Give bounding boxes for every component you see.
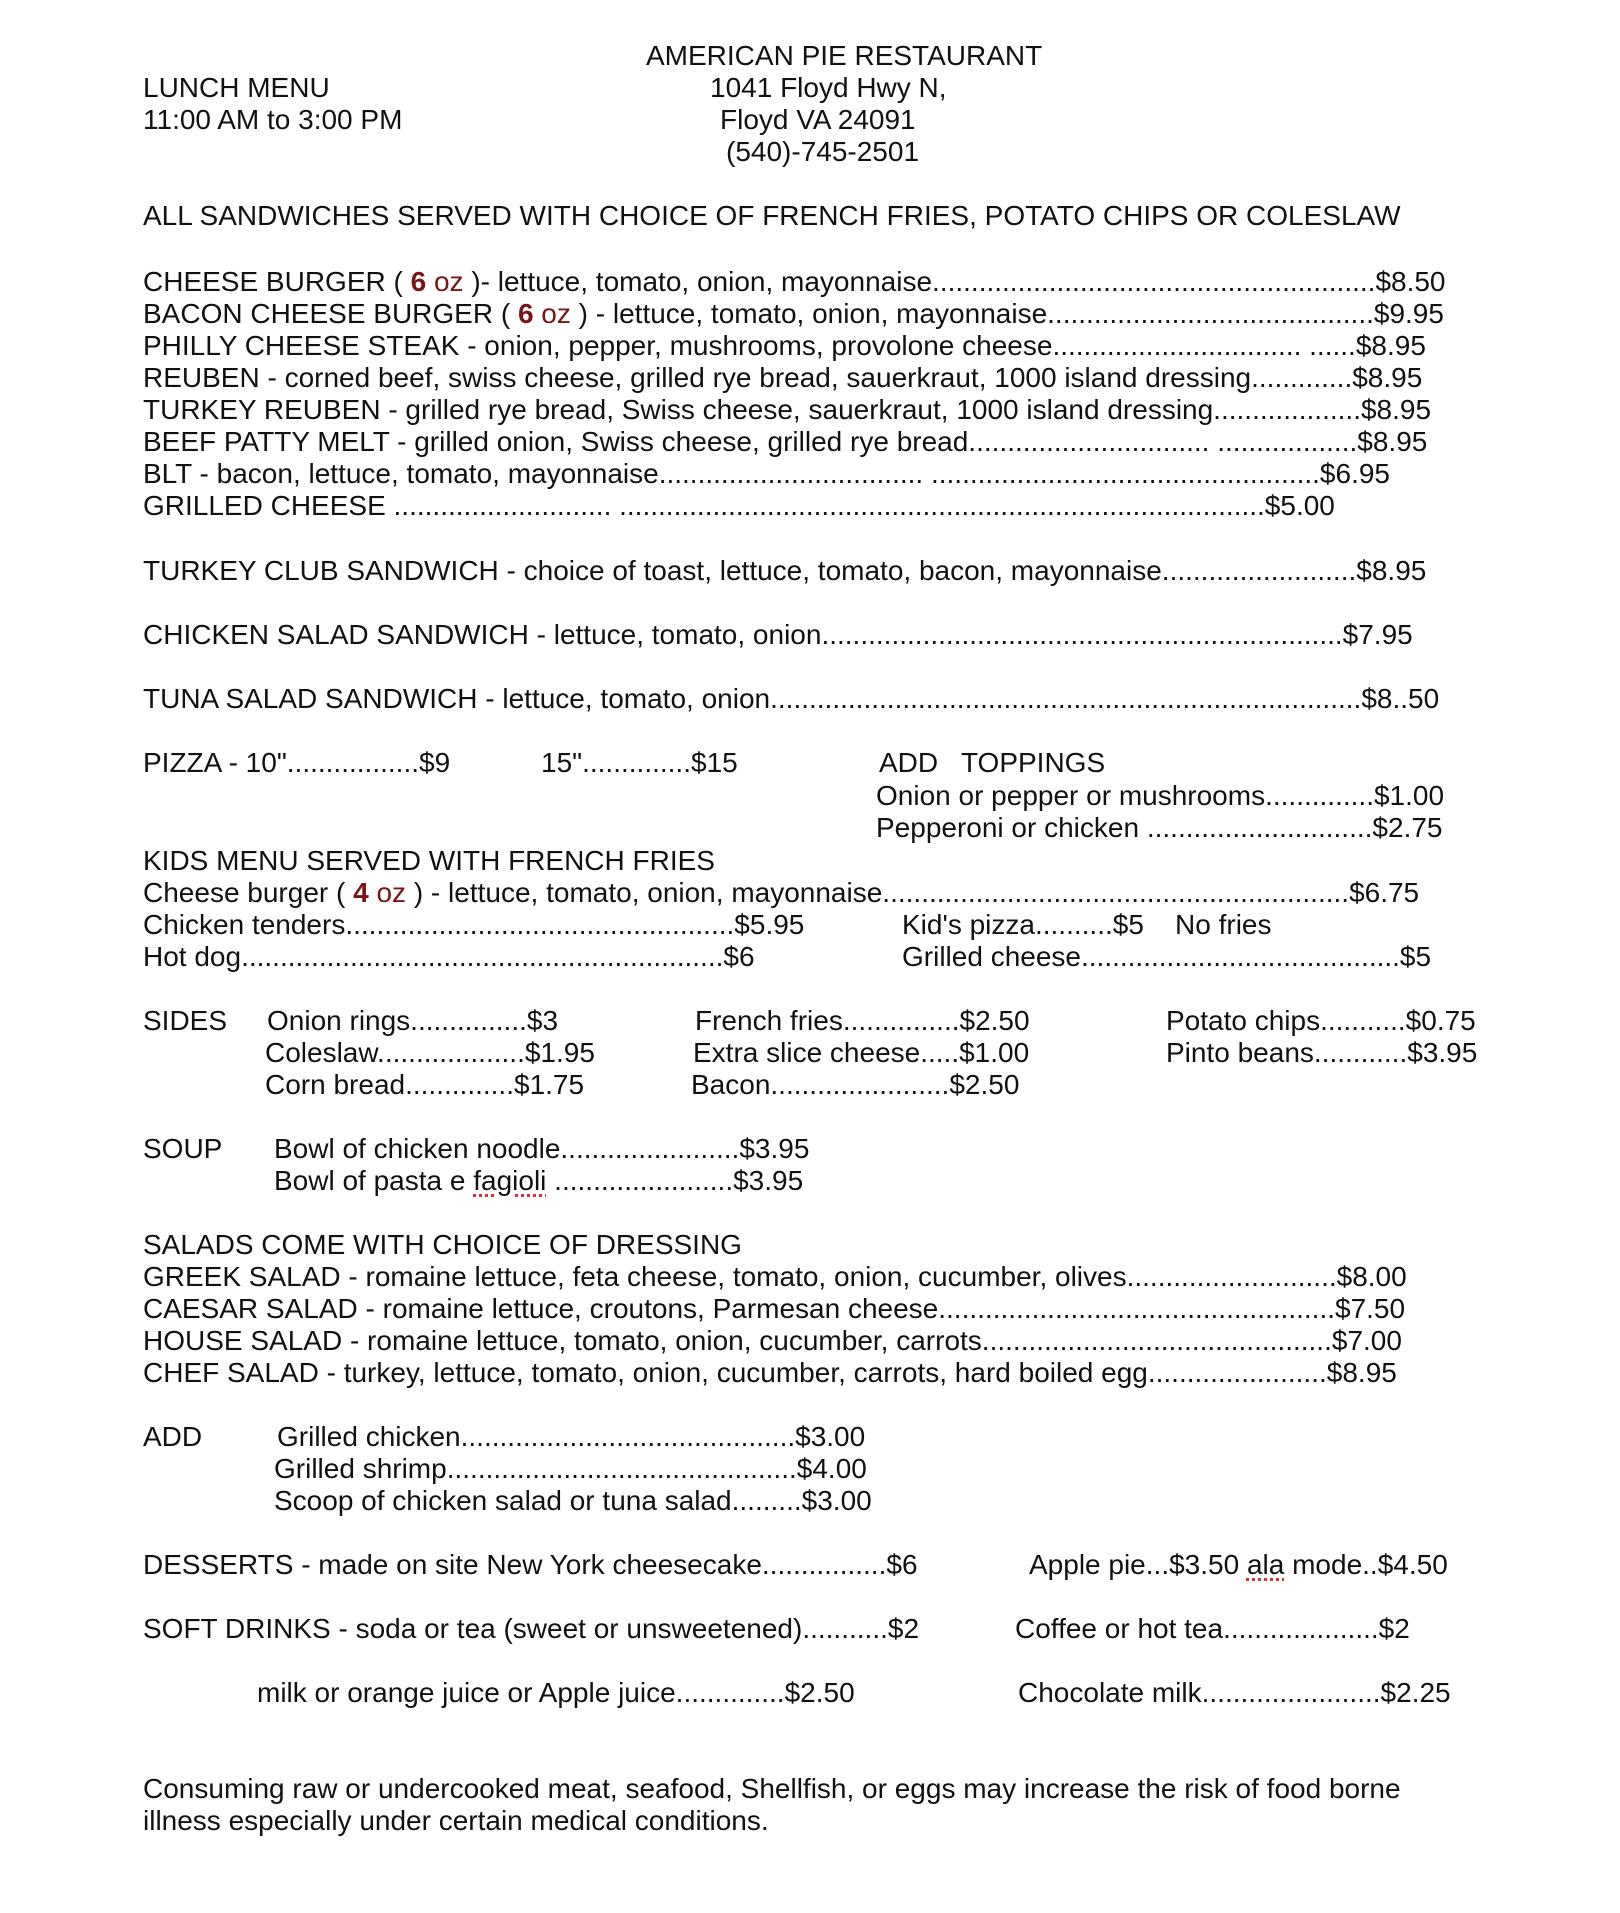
kids-chicken-tenders: Chicken tenders..................................................$5.95	[143, 909, 805, 940]
menu-title: LUNCH MENU	[143, 72, 330, 103]
menu-item-cheese-burger: CHEESE BURGER ( 6 oz )- lettuce, tomato, onion, mayonnaise.........................................................$8.50	[143, 266, 1446, 297]
restaurant-name: AMERICAN PIE RESTAURANT	[646, 40, 1043, 71]
side-coleslaw: Coleslaw...................$1.95	[265, 1037, 595, 1068]
topping-onion-pepper-mushrooms: Onion or pepper or mushrooms..............$1.00	[876, 780, 1445, 811]
kids-cheese-burger: Cheese burger ( 4 oz ) - lettuce, tomato, onion, mayonnaise............................................................$6.75	[143, 877, 1420, 908]
add-scoop-salad: Scoop of chicken salad or tuna salad.........$3.00	[274, 1485, 872, 1516]
menu-item-grilled-cheese: GRILLED CHEESE ............................ ...................................................................................$5.00	[143, 490, 1335, 521]
disclaimer-line2: illness especially under certain medical conditions.	[143, 1805, 769, 1836]
add-label: ADD	[143, 1421, 203, 1452]
side-onion-rings: Onion rings...............$3	[267, 1005, 559, 1036]
pizza-15-inch: 15"..............$15	[541, 747, 738, 778]
menu-item-chicken-salad-sandwich: CHICKEN SALAD SANDWICH - lettuce, tomato, onion...................................................................$7.95	[143, 619, 1413, 650]
sides-label: SIDES	[143, 1005, 228, 1036]
menu-item-tuna-salad-sandwich: TUNA SALAD SANDWICH - lettuce, tomato, onion............................................................................$8..50	[143, 683, 1440, 714]
soup-label: SOUP	[143, 1133, 223, 1164]
kids-hot-dog: Hot dog..............................................................$6	[143, 941, 755, 972]
side-corn-bread: Corn bread..............$1.75	[265, 1069, 585, 1100]
salad-greek: GREEK SALAD - romaine lettuce, feta cheese, tomato, onion, cucumber, olives...........................$8.00	[143, 1261, 1407, 1292]
menu-item-bacon-cheese-burger: BACON CHEESE BURGER ( 6 oz ) - lettuce, tomato, onion, mayonnaise..........................................$9.95	[143, 298, 1444, 329]
toppings-header: ADD TOPPINGS	[879, 747, 1106, 778]
address-line2: Floyd VA 24091	[720, 104, 916, 135]
sandwich-note: ALL SANDWICHES SERVED WITH CHOICE OF FRENCH FRIES, POTATO CHIPS OR COLESLAW	[143, 200, 1401, 231]
kids-pizza: Kid's pizza..........$5 No fries	[902, 909, 1272, 940]
kids-grilled-cheese: Grilled cheese.........................................$5	[902, 941, 1432, 972]
drink-milk-juice: milk or orange juice or Apple juice..............$2.50	[257, 1677, 855, 1708]
menu-item-reuben: REUBEN - corned beef, swiss cheese, grilled rye bread, sauerkraut, 1000 island dressing.............$8.95	[143, 362, 1423, 393]
soup-pasta-e-fagioli: Bowl of pasta e fagioli .......................$3.95	[274, 1165, 804, 1196]
dessert-cheesecake: DESSERTS - made on site New York cheesecake................$6	[143, 1549, 918, 1580]
soup-chicken-noodle: Bowl of chicken noodle.......................$3.95	[274, 1133, 810, 1164]
menu-hours: 11:00 AM to 3:00 PM	[143, 104, 403, 135]
phone-number: (540)-745-2501	[726, 136, 920, 167]
side-pinto-beans: Pinto beans............$3.95	[1166, 1037, 1478, 1068]
add-grilled-shrimp: Grilled shrimp.............................................$4.00	[274, 1453, 867, 1484]
menu-item-turkey-reuben: TURKEY REUBEN - grilled rye bread, Swiss cheese, sauerkraut, 1000 island dressing...................$8.95	[143, 394, 1432, 425]
address-line1: 1041 Floyd Hwy N,	[710, 72, 947, 103]
salad-house: HOUSE SALAD - romaine lettuce, tomato, onion, cucumber, carrots.............................................$7.00	[143, 1325, 1402, 1356]
menu-item-philly-cheese-steak: PHILLY CHEESE STEAK - onion, pepper, mushrooms, provolone cheese................................ ......$8.95	[143, 330, 1426, 361]
disclaimer-line1: Consuming raw or undercooked meat, seafood, Shellfish, or eggs may increase the risk of food borne	[143, 1773, 1401, 1804]
add-grilled-chicken: Grilled chicken...........................................$3.00	[277, 1421, 866, 1452]
drink-soft-drinks: SOFT DRINKS - soda or tea (sweet or unsweetened)...........$2	[143, 1613, 920, 1644]
menu-item-turkey-club: TURKEY CLUB SANDWICH - choice of toast, lettuce, tomato, bacon, mayonnaise.........................$8.95	[143, 555, 1427, 586]
menu-item-beef-patty-melt: BEEF PATTY MELT - grilled onion, Swiss cheese, grilled rye bread............................... ..................$8.95	[143, 426, 1428, 457]
side-potato-chips: Potato chips...........$0.75	[1166, 1005, 1476, 1036]
salad-chef: CHEF SALAD - turkey, lettuce, tomato, onion, cucumber, carrots, hard boiled egg.......................$8.95	[143, 1357, 1397, 1388]
kids-menu-header: KIDS MENU SERVED WITH FRENCH FRIES	[143, 845, 715, 876]
pizza-10-inch: PIZZA - 10".................$9	[143, 747, 451, 778]
side-bacon: Bacon.......................$2.50	[691, 1069, 1020, 1100]
drink-coffee-tea: Coffee or hot tea....................$2	[1015, 1613, 1410, 1644]
side-extra-slice-cheese: Extra slice cheese.....$1.00	[693, 1037, 1030, 1068]
salad-caesar: CAESAR SALAD - romaine lettuce, croutons, Parmesan cheese...................................................$7.50	[143, 1293, 1406, 1324]
menu-item-blt: BLT - bacon, lettuce, tomato, mayonnaise.................................. ..................................................$6.95	[143, 458, 1390, 489]
topping-pepperoni-chicken: Pepperoni or chicken .............................$2.75	[876, 812, 1443, 843]
salads-header: SALADS COME WITH CHOICE OF DRESSING	[143, 1229, 742, 1260]
dessert-apple-pie: Apple pie...$3.50 ala mode..$4.50	[1029, 1549, 1448, 1580]
side-french-fries: French fries...............$2.50	[695, 1005, 1030, 1036]
drink-chocolate-milk: Chocolate milk.......................$2.25	[1018, 1677, 1451, 1708]
